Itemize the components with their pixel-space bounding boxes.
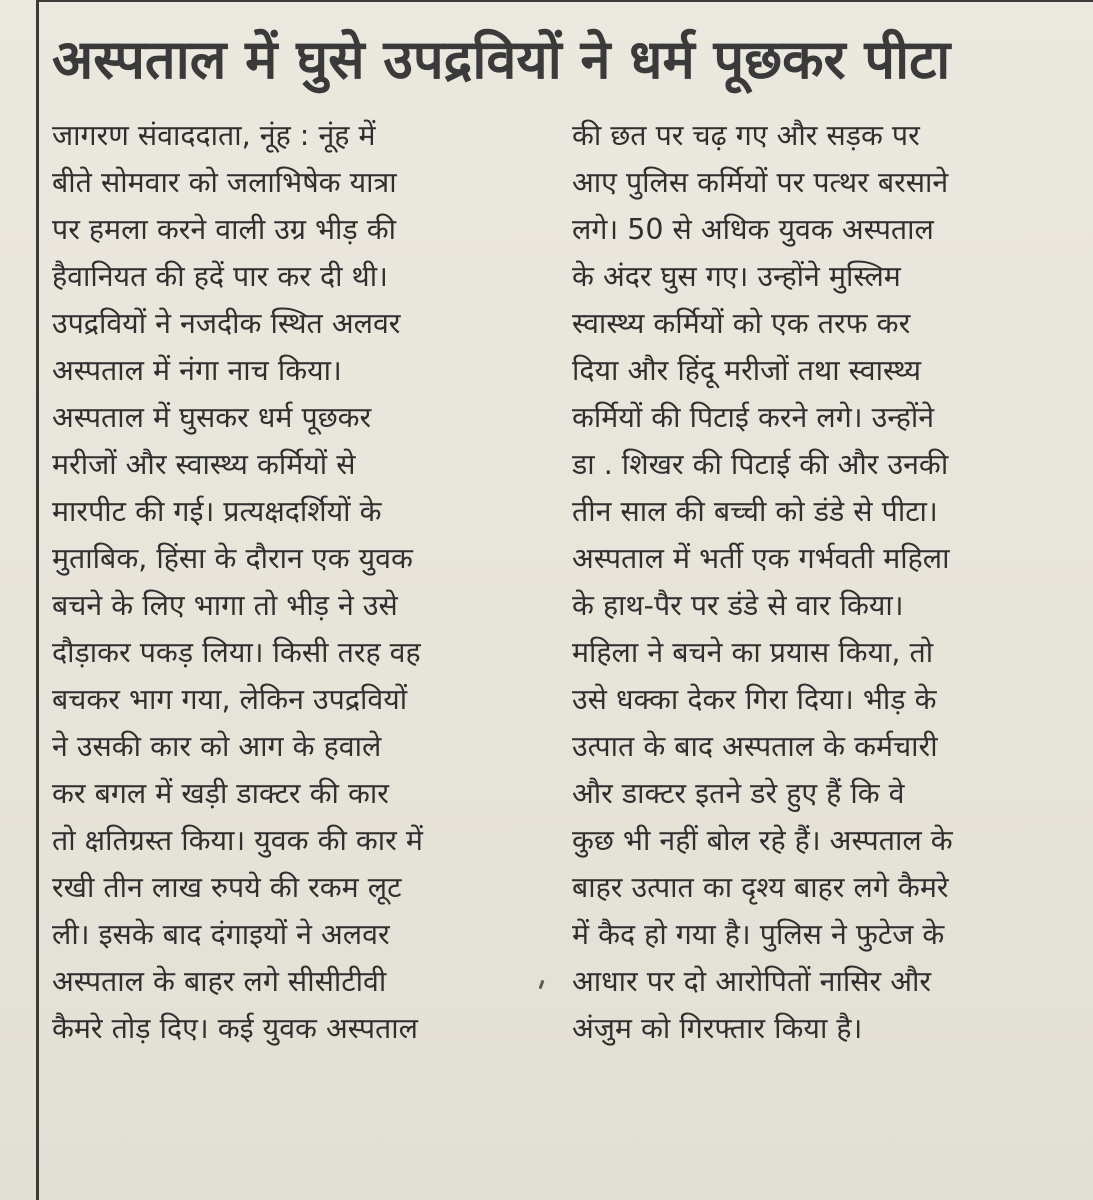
article-line: कर्मियों की पिटाई करने लगे। उन्होंने [572, 401, 935, 434]
article-line: अस्पताल में नंगा नाच किया। [52, 354, 342, 387]
article-line: और डाक्टर इतने डरे हुए हैं कि वे [572, 777, 905, 810]
article-line: बीते सोमवार को जलाभिषेक यात्रा [52, 166, 397, 199]
article-line: कर बगल में खड़ी डाक्टर की कार [52, 777, 389, 810]
article-line: अस्पताल में भर्ती एक गर्भवती महिला [572, 542, 950, 575]
article-line: ली। इसके बाद दंगाइयों ने अलवर [52, 918, 390, 951]
article-line: दौड़ाकर पकड़ लिया। किसी तरह वह [52, 636, 421, 669]
article-line: अस्पताल में घुसकर धर्म पूछकर [52, 401, 372, 434]
article-line: आधार पर दो आरोपितों नासिर और [572, 965, 932, 998]
article-line: कैमरे तोड़ दिए। कई युवक अस्पताल [52, 1012, 418, 1045]
article-line: बाहर उत्पात का दृश्य बाहर लगे कैमरे [572, 871, 949, 904]
clipping-left-rule [36, 0, 39, 1200]
article-line: मारपीट की गई। प्रत्यक्षदर्शियों के [52, 495, 382, 528]
article-column-right [572, 112, 1087, 1052]
article-line: उपद्रवियों ने नजदीक स्थित अलवर [52, 307, 401, 340]
article-line: ने उसकी कार को आग के हवाले [52, 730, 382, 763]
article-line: डा . शिखर की पिटाई की और उनकी [572, 448, 949, 481]
article-line: के हाथ-पैर पर डंडे से वार किया। [572, 589, 904, 622]
article-line: महिला ने बचने का प्रयास किया, तो [572, 636, 934, 669]
article-line: तो क्षतिग्रस्त किया। युवक की कार में [52, 824, 423, 857]
article-line: मुताबिक, हिंसा के दौरान एक युवक [52, 542, 413, 575]
article-line: के अंदर घुस गए। उन्होंने मुस्लिम [572, 260, 901, 293]
article-line: अस्पताल के बाहर लगे सीसीटीवी [52, 965, 387, 998]
article-headline: अस्पताल में घुसे उपद्रवियों ने धर्म पूछकर पीटा [52, 28, 951, 91]
article-line: अंजुम को गिरफ्तार किया है। [572, 1012, 863, 1045]
clipping-top-rule [36, 0, 1093, 2]
article-line: रखी तीन लाख रुपये की रकम लूट [52, 871, 402, 904]
article-line: मरीजों और स्वास्थ्य कर्मियों से [52, 448, 356, 481]
article-line: कुछ भी नहीं बोल रहे हैं। अस्पताल के [572, 824, 953, 857]
article-line: पर हमला करने वाली उग्र भीड़ की [52, 213, 397, 246]
article-line: उसे धक्का देकर गिरा दिया। भीड़ के [572, 683, 937, 716]
article-line: लगे। 50 से अधिक युवक अस्पताल [572, 213, 934, 246]
article-line: बचकर भाग गया, लेकिन उपद्रवियों [52, 683, 408, 716]
article-line: स्वास्थ्य कर्मियों को एक तरफ कर [572, 307, 911, 340]
article-line: दिया और हिंदू मरीजों तथा स्वास्थ्य [572, 354, 921, 387]
article-line: तीन साल की बच्ची को डंडे से पीटा। [572, 495, 938, 528]
article-line: हैवानियत की हदें पार कर दी थी। [52, 260, 388, 293]
article-line: उत्पात के बाद अस्पताल के कर्मचारी [572, 730, 938, 763]
article-column-left [52, 112, 532, 1052]
article-line: बचने के लिए भागा तो भीड़ ने उसे [52, 589, 398, 622]
print-speck [539, 980, 545, 989]
article-line: जागरण संवाददाता, नूंह : नूंह में [52, 119, 376, 152]
article-line: में कैद हो गया है। पुलिस ने फुटेज के [572, 918, 945, 951]
article-line: की छत पर चढ़ गए और सड़क पर [572, 119, 920, 152]
article-line: आए पुलिस कर्मियों पर पत्थर बरसाने [572, 166, 949, 199]
